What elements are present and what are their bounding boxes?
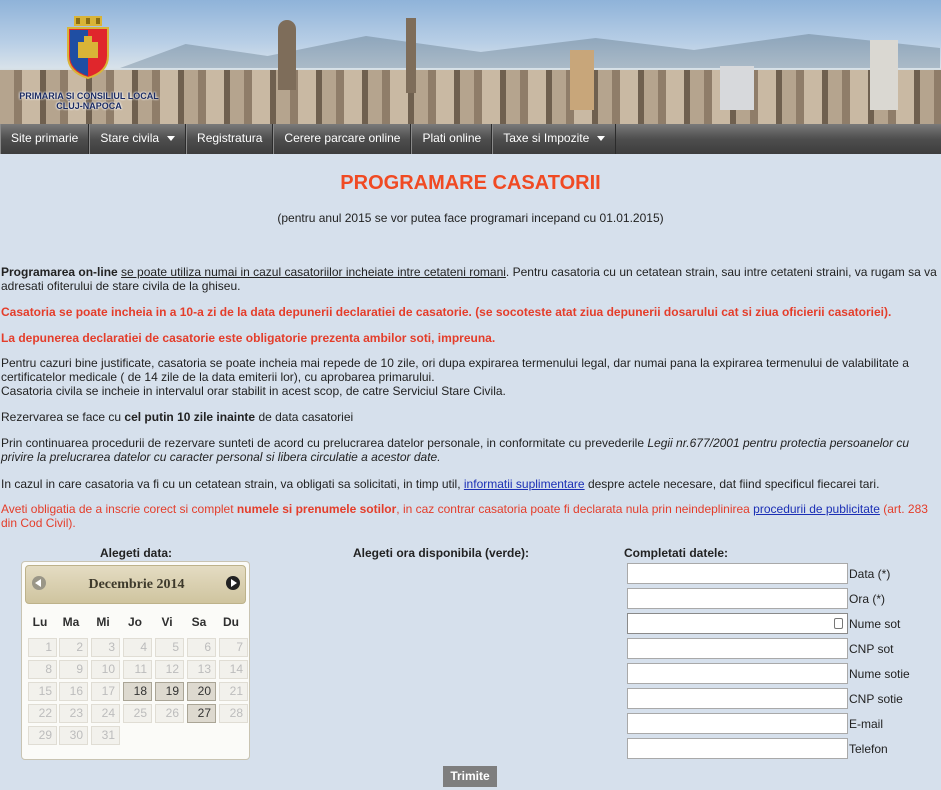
info-online bbox=[1, 265, 939, 293]
calendar-day: 6 bbox=[187, 638, 216, 657]
page-title: PROGRAMARE CASATORII bbox=[340, 172, 601, 194]
calendar-weekday: Sa bbox=[191, 615, 207, 629]
info-data-protection-a: Prin continuarea procedurii de rezervare sunteti de acord cu prelucrarea datelor personale, in conformitate cu prevederile bbox=[1, 436, 648, 450]
calendar-day: 25 bbox=[123, 704, 152, 723]
info-reservation-bold: cel putin 10 zile inainte bbox=[124, 410, 256, 424]
calendar-day[interactable]: 27 bbox=[187, 704, 216, 723]
calendar-day: 9 bbox=[59, 660, 88, 679]
chevron-down-icon bbox=[167, 136, 175, 141]
calendar-weekday: Lu bbox=[32, 615, 48, 629]
calendar-day[interactable]: 19 bbox=[155, 682, 184, 701]
cnp-sotie-label: CNP sotie bbox=[849, 692, 903, 706]
email-field[interactable] bbox=[627, 713, 848, 734]
banner-church-spire bbox=[406, 18, 416, 93]
banner-cathedral-dome bbox=[278, 20, 296, 90]
nav-label: Registratura bbox=[197, 131, 263, 145]
info-obligation-bold: numele si prenumele sotilor bbox=[236, 502, 397, 516]
calendar-day: 28 bbox=[219, 704, 248, 723]
city-crest-icon bbox=[64, 16, 112, 80]
info-obligation bbox=[1, 502, 939, 530]
nav-cerere-parcare[interactable] bbox=[273, 124, 411, 154]
info-online-underline: se poate utiliza numai in cazul casatoriilor incheiate intre cetateni romani bbox=[121, 265, 506, 279]
chevron-down-icon bbox=[597, 136, 605, 141]
info-obligation-a: Aveti obligatia de a inscrie corect si complet bbox=[1, 502, 237, 516]
info-both-present: La depunerea declaratiei de casatorie este obligatorie prezenta ambilor soti, impreuna. bbox=[1, 331, 496, 345]
calendar-day: 31 bbox=[91, 726, 120, 745]
calendar-day: 2 bbox=[59, 638, 88, 657]
info-data-protection-law: Legii nr.677/2001 pentru protectia persoanelor cu privire la prelucrarea datelor cu caracter personal si libera circulatie a acestor date. bbox=[1, 436, 910, 464]
calendar-day: 26 bbox=[155, 704, 184, 723]
nav-taxe-impozite[interactable] bbox=[492, 124, 616, 154]
info-foreign-a: In cazul in care casatoria va fi cu un cetatean strain, va obligati sa solicitati, in timp util, bbox=[1, 477, 464, 491]
crest-caption-line1: PRIMARIA ȘI CONSILIUL LOCAL bbox=[19, 91, 159, 101]
header-banner bbox=[0, 0, 941, 124]
calendar-weekday: Jo bbox=[127, 615, 142, 629]
calendar-day: 16 bbox=[59, 682, 88, 701]
nav-label: Stare civila bbox=[100, 131, 160, 145]
nav-label: Site primarie bbox=[11, 131, 79, 145]
date-picker-calendar bbox=[21, 561, 250, 760]
nume-sotie-label: Nume sotie bbox=[849, 667, 910, 681]
calendar-day: 8 bbox=[28, 660, 57, 679]
submit-button[interactable]: Trimite bbox=[443, 766, 497, 787]
nav-label: Cerere parcare online bbox=[284, 131, 401, 145]
crest-caption-line2: CLUJ-NAPOCA bbox=[56, 101, 122, 111]
info-reservation-c: de data casatoriei bbox=[255, 410, 354, 424]
calendar-weekday: Du bbox=[223, 615, 239, 629]
calendar-day: 7 bbox=[219, 638, 248, 657]
info-foreign-c: despre actele necesare, dat fiind specificul fiecarei tari. bbox=[584, 477, 880, 491]
telefon-label: Telefon bbox=[849, 742, 888, 756]
calendar-day: 3 bbox=[91, 638, 120, 657]
form-section-label: Completati datele: bbox=[624, 546, 729, 560]
calendar-weekday: Ma bbox=[62, 615, 80, 629]
calendar-day: 12 bbox=[155, 660, 184, 679]
cnp-sot-field[interactable] bbox=[627, 638, 848, 659]
calendar-day: 21 bbox=[219, 682, 248, 701]
info-justified-line2: Casatoria civila se incheie in intervalul orar stabilit in acest scop, de catre Serviciul Stare Civila. bbox=[1, 384, 506, 398]
page-subtitle: (pentru anul 2015 se vor putea face programari incepand cu 01.01.2015) bbox=[277, 211, 664, 225]
banner-mountains bbox=[120, 28, 940, 68]
calendar-weekday: Vi bbox=[161, 615, 173, 629]
calendar-day: 30 bbox=[59, 726, 88, 745]
calendar-day: 1 bbox=[28, 638, 57, 657]
info-10-days: Casatoria se poate incheia in a 10-a zi de la data depunerii declaratiei de casatorie. (se socoteste atat ziua depunerii dosarului cat si ziua oficierii casatoriei). bbox=[1, 305, 892, 319]
calendar-day: 11 bbox=[123, 660, 152, 679]
cnp-sotie-field[interactable] bbox=[627, 688, 848, 709]
nav-stare-civila[interactable] bbox=[89, 124, 186, 154]
date-field[interactable] bbox=[627, 563, 848, 584]
cnp-sot-label: CNP sot bbox=[849, 642, 894, 656]
info-obligation-c: , in caz contrar casatoria poate fi declarata nula prin neindeplinirea bbox=[396, 502, 754, 516]
info-justified-line1: Pentru cazuri bine justificate, casatoria se poate incheia mai repede de 10 zile, ori dupa expirarea termenului legal, dar numai pana la expirarea termenului de valabilitate a certificatelor medicale ( de 14 zile de la data emiterii lor), cu aprobarea primarului. bbox=[1, 356, 909, 384]
nav-label: Taxe si Impozite bbox=[503, 131, 590, 145]
calendar-day: 29 bbox=[28, 726, 57, 745]
nume-sot-label: Nume sot bbox=[849, 617, 901, 631]
info-online-rest: . Pentru casatoria cu un cetatean strain, sau intre cetateni straini, va rugam sa va adresati ofiterului de stare civila de la ghiseu. bbox=[1, 265, 937, 293]
nav-registratura[interactable] bbox=[186, 124, 273, 154]
calendar-day[interactable]: 18 bbox=[123, 682, 152, 701]
info-data-protection bbox=[1, 436, 939, 464]
calendar-day: 15 bbox=[28, 682, 57, 701]
calendar-day: 17 bbox=[91, 682, 120, 701]
nav-site-primarie[interactable] bbox=[0, 124, 89, 154]
info-justified-cases bbox=[1, 356, 939, 398]
calendar-day: 13 bbox=[187, 660, 216, 679]
date-label: Data (*) bbox=[849, 567, 891, 581]
main-nav bbox=[0, 124, 941, 154]
nume-sotie-field[interactable] bbox=[627, 663, 848, 684]
time-field[interactable] bbox=[627, 588, 848, 609]
calendar-day: 5 bbox=[155, 638, 184, 657]
calendar-header bbox=[25, 565, 246, 604]
info-reservation-a: Rezervarea se face cu bbox=[1, 410, 125, 424]
crest-caption bbox=[14, 91, 164, 111]
calendar-day: 22 bbox=[28, 704, 57, 723]
info-online-bold: Programarea on-line bbox=[1, 265, 118, 279]
banner-tower bbox=[570, 50, 594, 110]
email-label: E-mail bbox=[849, 717, 884, 731]
nav-plati-online[interactable] bbox=[411, 124, 492, 154]
date-section-label: Alegeti data: bbox=[100, 546, 173, 560]
time-section-label: Alegeti ora disponibila (verde): bbox=[353, 546, 530, 560]
calendar-day: 24 bbox=[91, 704, 120, 723]
telefon-field[interactable] bbox=[627, 738, 848, 759]
time-label: Ora (*) bbox=[849, 592, 885, 606]
calendar-day[interactable]: 20 bbox=[187, 682, 216, 701]
nav-label: Plati online bbox=[422, 131, 482, 145]
banner-highrise bbox=[870, 40, 898, 110]
calendar-day: 10 bbox=[91, 660, 120, 679]
calendar-next-icon[interactable] bbox=[226, 576, 240, 590]
contact-card-icon bbox=[834, 618, 843, 629]
info-obligation-d: (art. 283 din Cod Civil). bbox=[1, 502, 928, 530]
calendar-day: 4 bbox=[123, 638, 152, 657]
calendar-weekday: Mi bbox=[96, 615, 110, 629]
banner-building bbox=[720, 66, 754, 110]
calendar-day: 14 bbox=[219, 660, 248, 679]
nume-sot-field[interactable] bbox=[627, 613, 848, 634]
calendar-month-title: Decembrie 2014 bbox=[88, 577, 185, 592]
procedura-publicitate-link[interactable]: procedurii de publicitate bbox=[753, 502, 880, 516]
calendar-day: 23 bbox=[59, 704, 88, 723]
info-reservation bbox=[1, 410, 939, 424]
info-suplimentare-link[interactable]: informatii suplimentare bbox=[463, 477, 585, 491]
info-foreign-citizen bbox=[1, 477, 939, 491]
